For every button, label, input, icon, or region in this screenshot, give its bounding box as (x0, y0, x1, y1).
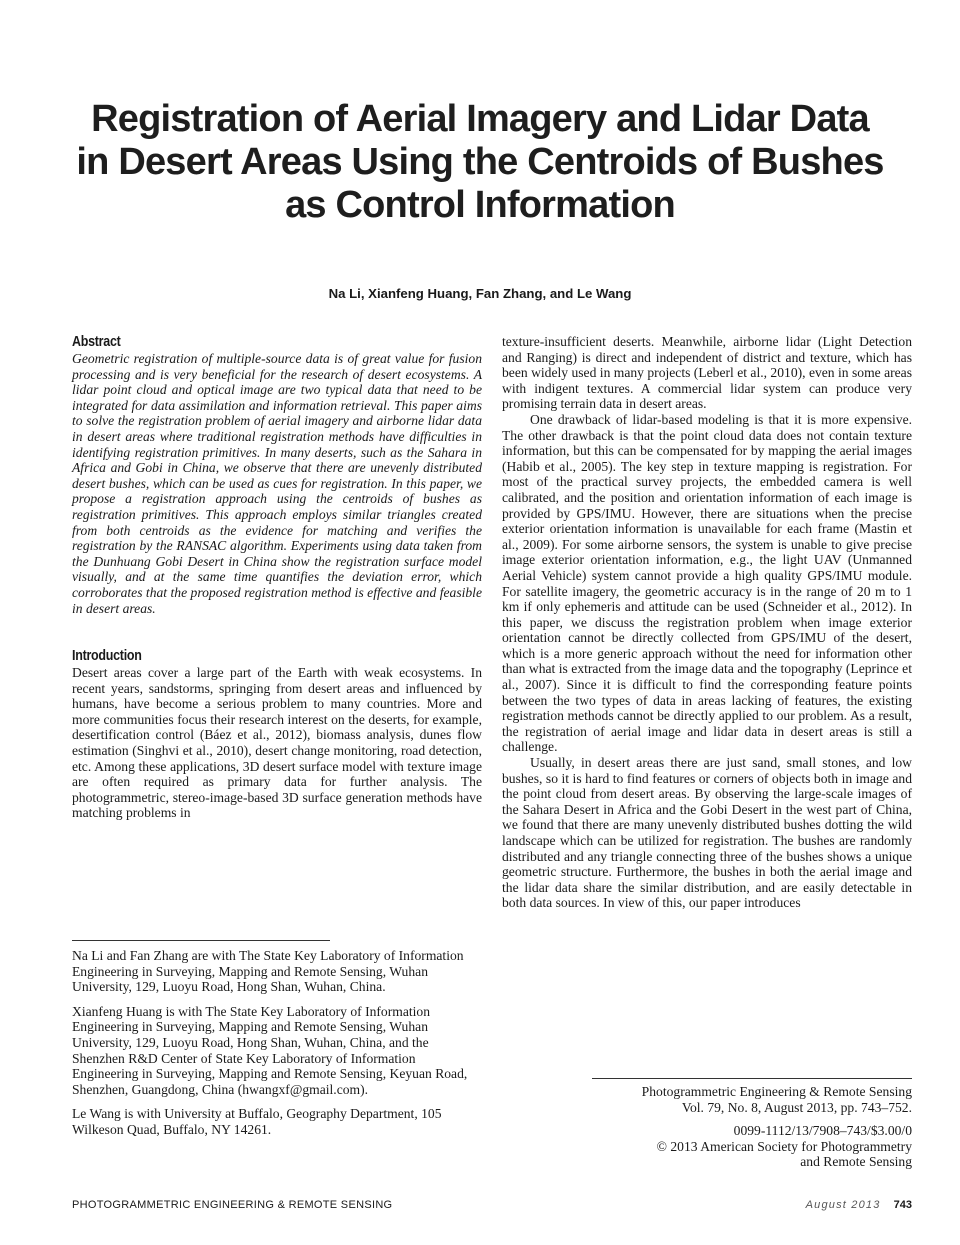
title-line-2: in Desert Areas Using the Centroids of Bushes (76, 141, 884, 183)
footnote-rule (72, 940, 330, 941)
right-paragraph-1: texture-insufficient deserts. Meanwhile, airborne lidar (Light Detection and Ranging) is direct and independent of district and texture, which has been widely used in many projects (Leberl et al., 2010), even in some areas with indigent textures. A commercial lidar system can produce very promising terrain data in desert areas. (502, 334, 912, 412)
paper-title (60, 98, 900, 227)
page-number: 743 (893, 1199, 912, 1211)
affiliation-footnotes (72, 940, 482, 1147)
right-column (502, 334, 912, 911)
footer-journal: PHOTOGRAMMETRIC ENGINEERING & REMOTE SENSING (72, 1199, 393, 1211)
introduction-heading: Introduction (72, 648, 142, 665)
footer-page-info (806, 1199, 912, 1211)
citation-rule (592, 1078, 912, 1079)
footnote-1: Na Li and Fan Zhang are with The State Key Laboratory of Information Engineering in Surveying, Mapping and Remote Sensing, Wuhan University, 129, Luoyu Road, Hong Shan, Wuhan, China. (72, 948, 464, 995)
citation-volume: Vol. 79, No. 8, August 2013, pp. 743–752. (681, 1099, 912, 1115)
citation-copyright: © 2013 American Society for Photogrammetry (656, 1138, 912, 1154)
abstract-text: Geometric registration of multiple-source data is of great value for fusion processing and is very beneficial for the research of desert ecosystems. A lidar point cloud and optical image are two typical data that need to be integrated for data assimilation and information retrieval. This paper aims to solve the registration problem of aerial imagery and airborne lidar data in desert areas where traditional registration methods have difficulties in identifying registration primitives. In many deserts, such as the Sahara in Africa and Gobi in China, we observe that there are unevenly distributed desert bushes, which can be used as cues for registration. In this paper, we propose a registration approach using the centroids of bushes as registration primitives. This approach employs similar triangles created from both centroids as the evidence for matching and verifies the registration by the RANSAC algorithm. Experiments using data taken from the Dunhuang Gobi Desert in China show the registration surface model visually, and at the same time quantifies the deviation error, which corroborates that the proposed registration method is effective and feasible in desert areas. (72, 351, 482, 616)
left-column (72, 334, 482, 821)
footer-date: August 2013 (805, 1199, 881, 1211)
author-list: Na Li, Xianfeng Huang, Fan Zhang, and Le Wang (328, 286, 632, 301)
citation-code: 0099-1112/13/7908–743/$3.00/0 (733, 1123, 912, 1139)
citation-block (592, 1078, 912, 1170)
right-paragraph-3: Usually, in desert areas there are just sand, small stones, and low bushes, so it is hard to find features or corners of objects both in image and the point cloud from desert areas. By observing the large-scale images of the Sahara Desert in Africa and the Gobi Desert in the west part of China, we found that there are many unevenly distributed bushes dotting the wild landscape which can be utilized for registration. The bushes are randomly distributed and any triangle connecting three of the bushes shows a unique geometric structure. Furthermore, the bushes in both the aerial image and the lidar data share the similar distribution, and are easily detectable in both data sources. In view of this, our paper introduces (502, 755, 912, 911)
introduction-paragraph-1: Desert areas cover a large part of the Earth with weak ecosystems. In recent years, sandstorms, springing from desert areas and influenced by humans, have become a serious problem to many countries. More and more communities focus their research interest on the deserts, for example, desertification control (Báez et al., 2012), biomass analysis, dunes flow estimation (Singhvi et al., 2010), desert change monitoring, road detection, etc. Among these applications, 3D desert surface model with texture image are often required as primary data for further analysis. The photogrammetric, stereo-image-based 3D surface generation methods have matching problems in (72, 665, 482, 821)
citation-journal: Photogrammetric Engineering & Remote Sensing (641, 1084, 912, 1099)
title-line-1: Registration of Aerial Imagery and Lidar Data (91, 98, 869, 140)
abstract-heading: Abstract (72, 334, 121, 350)
citation-copyright-2: and Remote Sensing (800, 1154, 912, 1170)
footnote-3: Le Wang is with University at Buffalo, Geography Department, 105 Wilkeson Quad, Buffalo, NY 14261. (72, 1106, 442, 1137)
right-paragraph-2: One drawback of lidar-based modeling is that it is more expensive. The other drawback is that the point cloud data does not contain texture information, but this can be compensated for by mapping the aerial images (Habib et al., 2005). The key step in texture mapping is registration. For most of the practical survey projects, the embedded camera is well calibrated, and the position and orientation information of each image is provided by GPS/IMU. However, there are situations when the precise exterior orientation information is unavailable for each frame (Mastin et al., 2009). For some airborne sensors, the system is unable to give precise image exterior orientation information, e.g., the light UAV (Unmanned Aerial Vehicle) system cannot provide a high quality GPS/IMU module. For satellite imagery, the geometric accuracy is in the range of 20 m to 1 km if only ephemeris and attitude can be used (Schneider et al., 2012). In this paper, we discuss the registration problem when image exterior orientation cannot be directly collected from GPS/IMU of the desert, which is a more generic approach without the need for information other than what is extracted from the image data and the topography (Leprince et al., 2007). Since it is difficult to find the corresponding feature points between the two types of data in areas lacking of features, the existing registration methods cannot be directly applied to our problem. As a result, the registration of aerial image and lidar data in desert areas is still a challenge. (502, 411, 912, 755)
title-line-3: as Control Information (285, 184, 675, 226)
footnote-2: Xianfeng Huang is with The State Key Laboratory of Information Engineering in Surveying, Mapping and Remote Sensing, Wuhan University, 129, Luoyu Road, Hong Shan, Wuhan, China, and the Shenzhen R&D Center of State Key Laboratory of Information Engineering in Surveying, Mapping and Remote Sensing, Keyuan Road, Shenzhen, Guangdong, China (hwangxf@gmail.com). (72, 1003, 468, 1097)
